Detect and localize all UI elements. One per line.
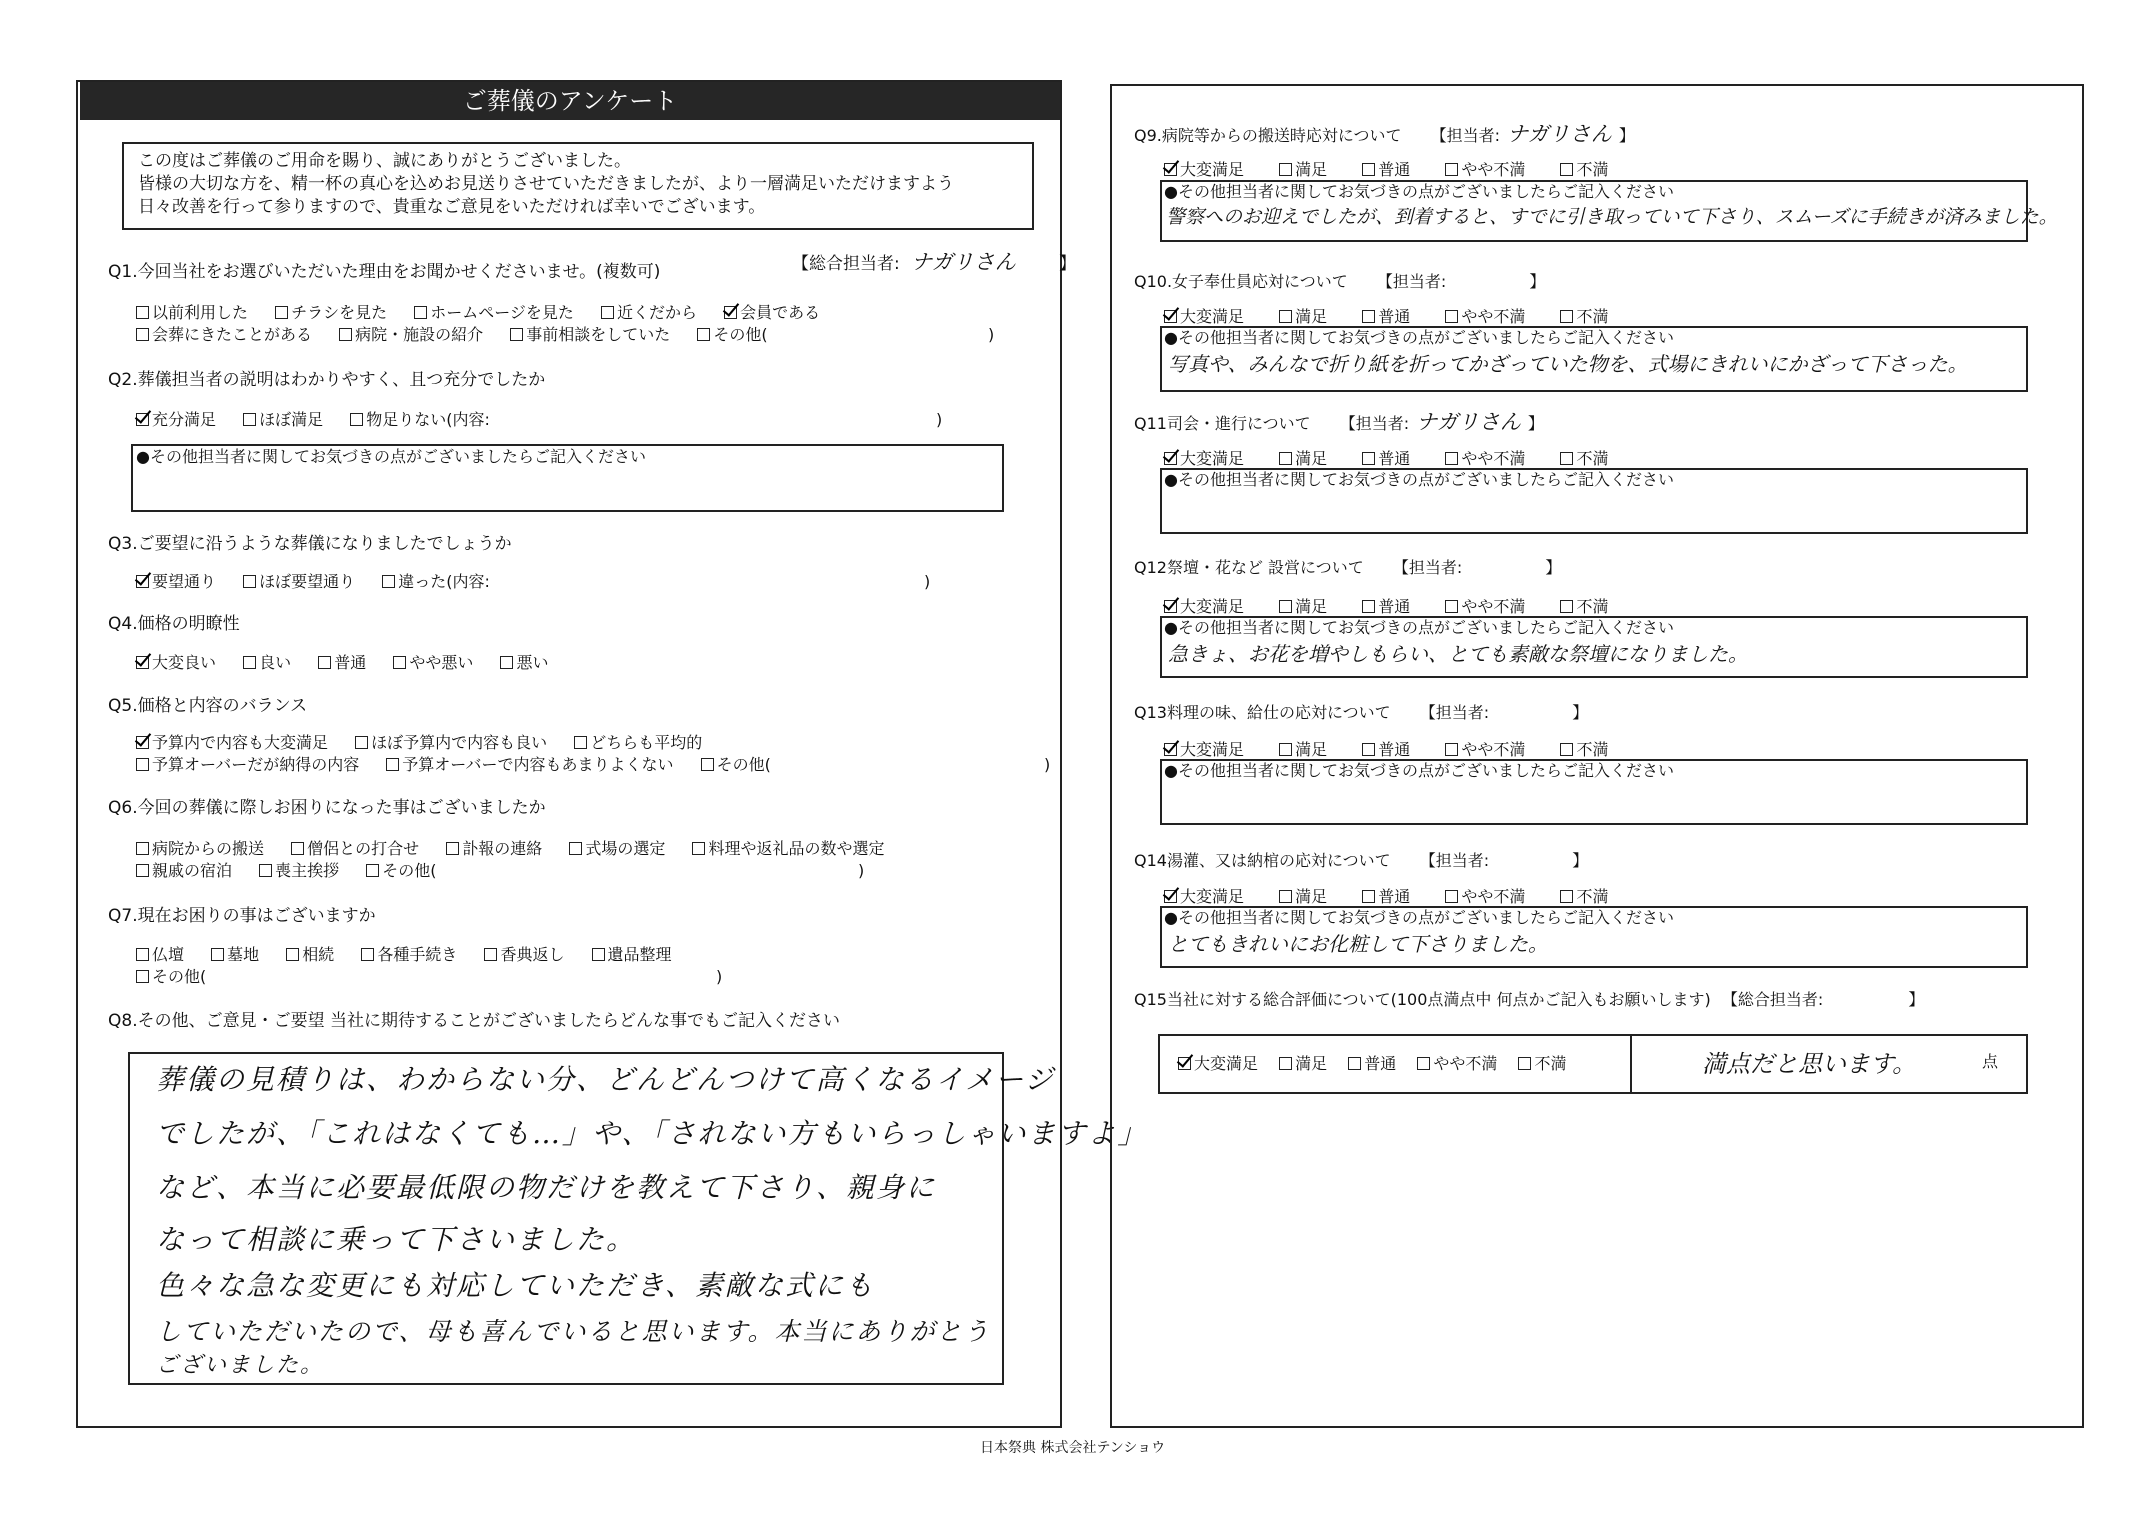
survey-title: ご葬儀のアンケート bbox=[80, 82, 1060, 120]
q12-opt-normal[interactable]: 普通 bbox=[1362, 597, 1410, 617]
q4-options bbox=[136, 653, 570, 673]
q11-staff-name: ナガリさん bbox=[1416, 410, 1521, 434]
checkbox-checked[interactable] bbox=[136, 736, 149, 749]
checkbox[interactable] bbox=[1362, 600, 1375, 613]
q9-staff-close: 】 bbox=[1618, 126, 1635, 145]
q12-opt-very-satisfied[interactable]: 大変満足 bbox=[1164, 597, 1244, 617]
checkbox[interactable] bbox=[350, 413, 363, 426]
q13-question-text: Q13料理の味、給仕の応対について bbox=[1134, 703, 1391, 722]
q9-staff-name: ナガリさん bbox=[1507, 122, 1612, 146]
checkbox-checked[interactable] bbox=[1164, 310, 1177, 323]
q15-opt-somewhat-unsatisfied[interactable]: やや不満 bbox=[1417, 1054, 1497, 1074]
checkbox[interactable] bbox=[1279, 310, 1292, 323]
q15-question bbox=[1134, 990, 1924, 1010]
q11-question-text: Q11司会・進行について bbox=[1134, 414, 1311, 433]
q1-options-row1 bbox=[136, 303, 842, 323]
q6-opt-venue[interactable]: 式場の選定 bbox=[569, 839, 665, 859]
checkbox-checked[interactable] bbox=[1164, 452, 1177, 465]
q7-opt-altar[interactable]: 仏壇 bbox=[136, 945, 184, 965]
checkbox[interactable] bbox=[1279, 1057, 1292, 1070]
q9-question-text: Q9.病院等からの搬送時応対について bbox=[1134, 126, 1402, 145]
q14-opt-normal[interactable]: 普通 bbox=[1362, 887, 1410, 907]
q10-rating bbox=[1164, 307, 1630, 327]
checkbox[interactable] bbox=[592, 948, 605, 961]
q9-opt-very-satisfied[interactable]: 大変満足 bbox=[1164, 160, 1244, 180]
q10-opt-normal[interactable]: 普通 bbox=[1362, 307, 1410, 327]
q12-opt-unsatisfied[interactable]: 不満 bbox=[1560, 597, 1608, 617]
q9-opt-somewhat-unsatisfied[interactable]: やや不満 bbox=[1445, 160, 1525, 180]
q7-opt-inheritance[interactable]: 相続 bbox=[286, 945, 334, 965]
checkbox[interactable] bbox=[275, 306, 288, 319]
q1-staff-name: ナガリさん bbox=[911, 250, 1016, 274]
checkbox[interactable] bbox=[1560, 452, 1573, 465]
q5-opt-over-unsatisfied[interactable]: 予算オーバーで内容もあまりよくない bbox=[386, 755, 673, 775]
q11-comment-label: ●その他担当者に関してお気づきの点がございましたらご記入ください bbox=[1164, 470, 1674, 489]
checkbox[interactable] bbox=[136, 948, 149, 961]
checkbox[interactable] bbox=[211, 948, 224, 961]
q5-opt-other[interactable]: その他( bbox=[701, 755, 771, 775]
q14-opt-unsatisfied[interactable]: 不満 bbox=[1560, 887, 1608, 907]
q8-line-5: 色々な急な変更にも対応していただき、素敵な式にも bbox=[156, 1269, 875, 1302]
q8-line-1: 葬儀の見積りは、わからない分、どんどんつけて高くなるイメージ bbox=[156, 1063, 1055, 1096]
checkbox[interactable] bbox=[1445, 310, 1458, 323]
checkbox-checked[interactable] bbox=[136, 413, 149, 426]
checkbox[interactable] bbox=[601, 306, 614, 319]
q5-opt-average[interactable]: どちらも平均的 bbox=[574, 733, 702, 753]
checkbox-checked[interactable] bbox=[1164, 600, 1177, 613]
q13-rating bbox=[1164, 740, 1630, 760]
q7-opt-other[interactable]: その他( bbox=[136, 967, 206, 987]
q5-opt-over-satisfied[interactable]: 予算オーバーだが納得の内容 bbox=[136, 755, 359, 775]
q8-line-6: していただいたので、母も喜んでいると思います。本当にありがとう bbox=[156, 1317, 991, 1346]
checkbox[interactable] bbox=[393, 656, 406, 669]
q6-opt-food[interactable]: 料理や返礼品の数や選定 bbox=[692, 839, 884, 859]
q8-question: Q8.その他、ご意見・ご要望 当社に期待することがございましたらどんな事でもご記入ください bbox=[108, 1011, 841, 1031]
checkbox[interactable] bbox=[1445, 163, 1458, 176]
q1-opt-hospital[interactable]: 病院・施設の紹介 bbox=[339, 325, 483, 345]
q14-comment-label: ●その他担当者に関してお気づきの点がございましたらご記入ください bbox=[1164, 908, 1674, 927]
intro-line-2: 皆様の大切な方を、精一杯の真心を込めお見送りさせていただきましたが、より一層満足いただけますよう bbox=[138, 174, 954, 194]
checkbox[interactable] bbox=[414, 306, 427, 319]
q14-opt-satisfied[interactable]: 満足 bbox=[1279, 887, 1327, 907]
q6-options-row1 bbox=[136, 839, 906, 859]
q15-opt-normal[interactable]: 普通 bbox=[1348, 1054, 1396, 1074]
q11-staff-close: 】 bbox=[1527, 414, 1544, 433]
checkbox[interactable] bbox=[1445, 890, 1458, 903]
checkbox[interactable] bbox=[500, 656, 513, 669]
q4-opt-somewhat-bad[interactable]: やや悪い bbox=[393, 653, 473, 673]
q6-opt-notice[interactable]: 訃報の連絡 bbox=[446, 839, 542, 859]
q10-opt-satisfied[interactable]: 満足 bbox=[1279, 307, 1327, 327]
q13-staff-close: 】 bbox=[1572, 703, 1589, 722]
q13-opt-somewhat-unsatisfied[interactable]: やや不満 bbox=[1445, 740, 1525, 760]
q9-comment-label: ●その他担当者に関してお気づきの点がございましたらご記入ください bbox=[1164, 182, 1674, 201]
q13-opt-unsatisfied[interactable]: 不満 bbox=[1560, 740, 1608, 760]
q12-rating bbox=[1164, 597, 1630, 617]
checkbox[interactable] bbox=[243, 656, 256, 669]
q5-close-paren: ) bbox=[1044, 755, 1051, 774]
q4-opt-bad[interactable]: 悪い bbox=[500, 653, 548, 673]
checkbox[interactable] bbox=[1362, 890, 1375, 903]
q6-close-paren: ) bbox=[858, 861, 865, 880]
q13-staff-label: 【担当者: bbox=[1419, 703, 1490, 722]
q1-opt-homepage[interactable]: ホームページを見た bbox=[414, 303, 574, 323]
q10-opt-somewhat-unsatisfied[interactable]: やや不満 bbox=[1445, 307, 1525, 327]
q7-question: Q7.現在お困りの事はございますか bbox=[108, 906, 376, 926]
checkbox[interactable] bbox=[366, 864, 379, 877]
q15-opt-satisfied[interactable]: 満足 bbox=[1279, 1054, 1327, 1074]
q4-opt-very-good[interactable]: 大変良い bbox=[136, 653, 216, 673]
q5-question: Q5.価格と内容のバランス bbox=[108, 696, 308, 716]
checkbox-checked[interactable] bbox=[1164, 163, 1177, 176]
q10-comment-label: ●その他担当者に関してお気づきの点がございましたらご記入ください bbox=[1164, 328, 1674, 347]
q1-opt-consult[interactable]: 事前相談をしていた bbox=[510, 325, 670, 345]
q14-rating bbox=[1164, 887, 1630, 907]
q2-close-paren: ) bbox=[936, 410, 943, 429]
q11-staff-label: 【担当者: bbox=[1339, 414, 1410, 433]
q9-comment: 警察へのお迎えでしたが、到着すると、すでに引き取っていて下さり、スムーズに手続きが済みました。 bbox=[1166, 206, 2058, 228]
checkbox[interactable] bbox=[1445, 600, 1458, 613]
q14-opt-very-satisfied[interactable]: 大変満足 bbox=[1164, 887, 1244, 907]
q2-opt-lacking[interactable]: 物足りない(内容: bbox=[350, 410, 490, 430]
q1-opt-member[interactable]: 会員である bbox=[724, 303, 820, 323]
checkbox[interactable] bbox=[243, 413, 256, 426]
q7-opt-procedures[interactable]: 各種手続き bbox=[361, 945, 457, 965]
q15-opt-very-satisfied[interactable]: 大変満足 bbox=[1178, 1054, 1258, 1074]
q1-opt-flyer[interactable]: チラシを見た bbox=[275, 303, 387, 323]
checkbox[interactable] bbox=[243, 575, 256, 588]
checkbox[interactable] bbox=[1560, 163, 1573, 176]
checkbox[interactable] bbox=[318, 656, 331, 669]
checkbox[interactable] bbox=[574, 736, 587, 749]
q7-options-row2 bbox=[136, 967, 228, 987]
q8-line-4: なって相談に乗って下さいました。 bbox=[156, 1223, 637, 1256]
checkbox[interactable] bbox=[136, 842, 149, 855]
checkbox-checked[interactable] bbox=[136, 575, 149, 588]
checkbox[interactable] bbox=[484, 948, 497, 961]
q13-opt-satisfied[interactable]: 満足 bbox=[1279, 740, 1327, 760]
checkbox-checked[interactable] bbox=[1164, 743, 1177, 756]
q10-comment: 写真や、みんなで折り紙を折ってかざっていた物を、式場にきれいにかざって下さった。 bbox=[1168, 352, 1968, 376]
q12-staff-label: 【担当者: bbox=[1392, 558, 1463, 577]
q13-question bbox=[1134, 701, 1588, 723]
q11-opt-satisfied[interactable]: 満足 bbox=[1279, 449, 1327, 469]
q15-opt-unsatisfied[interactable]: 不満 bbox=[1518, 1054, 1566, 1074]
checkbox-checked[interactable] bbox=[724, 306, 737, 319]
checkbox[interactable] bbox=[1279, 743, 1292, 756]
q5-opt-roughly-budget[interactable]: ほぼ予算内で内容も良い bbox=[355, 733, 547, 753]
checkbox[interactable] bbox=[259, 864, 272, 877]
checkbox[interactable] bbox=[1279, 452, 1292, 465]
q12-question bbox=[1134, 556, 1561, 578]
checkbox[interactable] bbox=[569, 842, 582, 855]
q9-staff-label: 【担当者: bbox=[1430, 126, 1501, 145]
checkbox[interactable] bbox=[382, 575, 395, 588]
q4-opt-normal[interactable]: 普通 bbox=[318, 653, 366, 673]
checkbox[interactable] bbox=[1560, 600, 1573, 613]
q13-opt-normal[interactable]: 普通 bbox=[1362, 740, 1410, 760]
q2-question: Q2.葬儀担当者の説明はわかりやすく、且つ充分でしたか bbox=[108, 370, 546, 390]
q3-opt-different[interactable]: 違った(内容: bbox=[382, 572, 490, 592]
checkbox[interactable] bbox=[1417, 1057, 1430, 1070]
q6-opt-lodging[interactable]: 親戚の宿泊 bbox=[136, 861, 232, 881]
q1-opt-attended[interactable]: 会葬にきたことがある bbox=[136, 325, 312, 345]
checkbox[interactable] bbox=[1445, 743, 1458, 756]
q10-question bbox=[1134, 270, 1545, 292]
checkbox[interactable] bbox=[446, 842, 459, 855]
q15-staff-close: 】 bbox=[1908, 990, 1925, 1009]
q9-opt-satisfied[interactable]: 満足 bbox=[1279, 160, 1327, 180]
q9-question bbox=[1134, 124, 1635, 146]
q12-staff-close: 】 bbox=[1545, 558, 1562, 577]
q1-opt-nearby[interactable]: 近くだから bbox=[601, 303, 697, 323]
q15-rating bbox=[1178, 1054, 1588, 1074]
q2-opt-mostly[interactable]: ほぼ満足 bbox=[243, 410, 323, 430]
q6-opt-other[interactable]: その他( bbox=[366, 861, 436, 881]
q9-rating bbox=[1164, 160, 1630, 180]
checkbox[interactable] bbox=[1445, 452, 1458, 465]
q9-opt-unsatisfied[interactable]: 不満 bbox=[1560, 160, 1608, 180]
q12-comment-label: ●その他担当者に関してお気づきの点がございましたらご記入ください bbox=[1164, 618, 1674, 637]
q9-opt-normal[interactable]: 普通 bbox=[1362, 160, 1410, 180]
q14-question-text: Q14湯灌、又は納棺の応対について bbox=[1134, 851, 1391, 870]
q12-opt-satisfied[interactable]: 満足 bbox=[1279, 597, 1327, 617]
q11-opt-somewhat-unsatisfied[interactable]: やや不満 bbox=[1445, 449, 1525, 469]
q11-opt-unsatisfied[interactable]: 不満 bbox=[1560, 449, 1608, 469]
checkbox[interactable] bbox=[1279, 600, 1292, 613]
q14-question bbox=[1134, 849, 1588, 871]
q14-staff-close: 】 bbox=[1572, 851, 1589, 870]
q3-opt-as-requested[interactable]: 要望通り bbox=[136, 572, 216, 592]
q2-comment-label: ●その他担当者に関してお気づきの点がございましたらご記入ください bbox=[136, 447, 646, 466]
checkbox[interactable] bbox=[1279, 890, 1292, 903]
q1-opt-other[interactable]: その他( bbox=[697, 325, 767, 345]
q11-opt-normal[interactable]: 普通 bbox=[1362, 449, 1410, 469]
checkbox[interactable] bbox=[286, 948, 299, 961]
q10-opt-very-satisfied[interactable]: 大変満足 bbox=[1164, 307, 1244, 327]
q12-opt-somewhat-unsatisfied[interactable]: やや不満 bbox=[1445, 597, 1525, 617]
checkbox[interactable] bbox=[361, 948, 374, 961]
q15-staff-label: 【総合担当者: bbox=[1721, 990, 1824, 1009]
checkbox[interactable] bbox=[1362, 310, 1375, 323]
q4-opt-good[interactable]: 良い bbox=[243, 653, 291, 673]
checkbox[interactable] bbox=[355, 736, 368, 749]
checkbox-checked[interactable] bbox=[136, 656, 149, 669]
q14-staff-label: 【担当者: bbox=[1419, 851, 1490, 870]
q7-opt-grave[interactable]: 墓地 bbox=[211, 945, 259, 965]
checkbox[interactable] bbox=[1348, 1057, 1361, 1070]
q14-opt-somewhat-unsatisfied[interactable]: やや不満 bbox=[1445, 887, 1525, 907]
checkbox[interactable] bbox=[136, 758, 149, 771]
q12-comment: 急きょ、お花を増やしもらい、とても素敵な祭壇になりました。 bbox=[1168, 642, 1748, 666]
q1-opt-previous-use[interactable]: 以前利用した bbox=[136, 303, 248, 323]
checkbox[interactable] bbox=[386, 758, 399, 771]
q7-opt-belongings[interactable]: 遺品整理 bbox=[592, 945, 672, 965]
checkbox[interactable] bbox=[1560, 743, 1573, 756]
q3-opt-mostly[interactable]: ほぼ要望通り bbox=[243, 572, 355, 592]
q12-question-text: Q12祭壇・花など 設営について bbox=[1134, 558, 1364, 577]
checkbox[interactable] bbox=[136, 306, 149, 319]
intro-line-3: 日々改善を行って参りますので、貴重なご意見をいただければ幸いでございます。 bbox=[138, 197, 766, 217]
q13-opt-very-satisfied[interactable]: 大変満足 bbox=[1164, 740, 1244, 760]
checkbox[interactable] bbox=[1362, 452, 1375, 465]
q15-question-text: Q15当社に対する総合評価について(100点満点中 何点かご記入もお願いします) bbox=[1134, 990, 1711, 1009]
q6-opt-transport[interactable]: 病院からの搬送 bbox=[136, 839, 264, 859]
checkbox-checked[interactable] bbox=[1178, 1057, 1191, 1070]
q5-options-row1 bbox=[136, 733, 724, 753]
q5-opt-within-budget[interactable]: 予算内で内容も大変満足 bbox=[136, 733, 328, 753]
q2-options bbox=[136, 410, 512, 430]
q1-staff-close: 】 bbox=[1059, 254, 1077, 274]
q15-score-text[interactable]: 満点だと思います。 bbox=[1702, 1050, 1917, 1078]
intro-line-1: この度はご葬儀のご用命を賜り、誠にありがとうございました。 bbox=[138, 151, 631, 171]
q4-question: Q4.価格の明瞭性 bbox=[108, 614, 240, 634]
q15-point-unit: 点 bbox=[1982, 1052, 1999, 1071]
q7-opt-return-gifts[interactable]: 香典返し bbox=[484, 945, 564, 965]
q1-question: Q1.今回当社をお選びいただいた理由をお聞かせくださいませ。(複数可) bbox=[108, 262, 661, 282]
footer-company: 日本祭典 株式会社テンショウ bbox=[980, 1440, 1166, 1456]
q13-comment-label: ●その他担当者に関してお気づきの点がございましたらご記入ください bbox=[1164, 761, 1674, 780]
q8-line-3: など、本当に必要最低限の物だけを教えて下さり、親身に bbox=[156, 1171, 937, 1204]
q1-options-row2 bbox=[136, 325, 790, 345]
checkbox[interactable] bbox=[1279, 163, 1292, 176]
q5-options-row2 bbox=[136, 755, 793, 775]
q1-close-paren: ) bbox=[988, 325, 995, 344]
q10-staff-close: 】 bbox=[1529, 272, 1546, 291]
checkbox[interactable] bbox=[697, 328, 710, 341]
q8-line-7: ございました。 bbox=[156, 1353, 325, 1378]
q2-opt-full[interactable]: 充分満足 bbox=[136, 410, 216, 430]
checkbox[interactable] bbox=[1560, 310, 1573, 323]
checkbox[interactable] bbox=[701, 758, 714, 771]
checkbox[interactable] bbox=[136, 970, 149, 983]
q10-question-text: Q10.女子奉仕員応対について bbox=[1134, 272, 1348, 291]
q6-opt-speech[interactable]: 喪主挨拶 bbox=[259, 861, 339, 881]
checkbox[interactable] bbox=[1518, 1057, 1531, 1070]
q11-question bbox=[1134, 412, 1544, 434]
q7-close-paren: ) bbox=[716, 967, 723, 986]
q1-staff-label: 【総合担当者: bbox=[792, 254, 900, 274]
q3-close-paren: ) bbox=[924, 572, 931, 591]
checkbox[interactable] bbox=[136, 328, 149, 341]
checkbox[interactable] bbox=[291, 842, 304, 855]
q6-question: Q6.今回の葬儀に際しお困りになった事はございましたか bbox=[108, 798, 546, 818]
q6-opt-priest[interactable]: 僧侶との打合せ bbox=[291, 839, 419, 859]
q7-options-row1 bbox=[136, 945, 694, 965]
checkbox-checked[interactable] bbox=[1164, 890, 1177, 903]
checkbox[interactable] bbox=[136, 864, 149, 877]
q11-rating bbox=[1164, 449, 1630, 469]
q3-options bbox=[136, 572, 512, 592]
checkbox[interactable] bbox=[339, 328, 352, 341]
checkbox[interactable] bbox=[1362, 163, 1375, 176]
q8-line-2: でしたが、「これはなくても…」や、「されない方もいらっしゃいますよ」 bbox=[156, 1117, 1148, 1150]
q14-comment: とてもきれいにお化粧して下さりました。 bbox=[1168, 932, 1548, 956]
checkbox[interactable] bbox=[1362, 743, 1375, 756]
checkbox[interactable] bbox=[692, 842, 705, 855]
q1-staff bbox=[792, 252, 1076, 274]
q3-question: Q3.ご要望に沿うような葬儀になりましたでしょうか bbox=[108, 534, 512, 554]
q10-staff-label: 【担当者: bbox=[1376, 272, 1447, 291]
q10-opt-unsatisfied[interactable]: 不満 bbox=[1560, 307, 1608, 327]
q11-opt-very-satisfied[interactable]: 大変満足 bbox=[1164, 449, 1244, 469]
checkbox[interactable] bbox=[1560, 890, 1573, 903]
q15-divider bbox=[1630, 1034, 1632, 1094]
q6-options-row2 bbox=[136, 861, 458, 881]
checkbox[interactable] bbox=[510, 328, 523, 341]
